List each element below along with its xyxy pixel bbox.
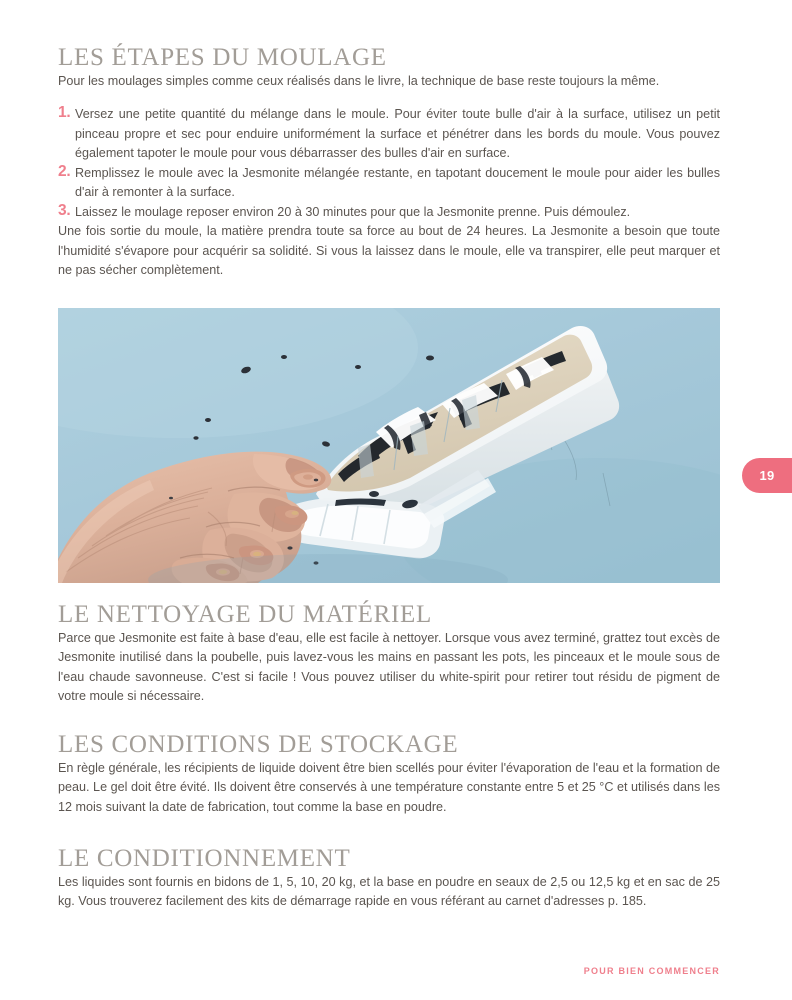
paragraph-moulage-intro: Pour les moulages simples comme ceux réalisés dans le livre, la technique de base reste toujours la même. — [58, 73, 660, 88]
paragraph-nettoyage: Parce que Jesmonite est faite à base d'eau, elle est facile à nettoyer. Lorsque vous avez terminé, grattez tout excès de Jesmonite inutilisé dans la poubelle, puis lavez-vous les mains en passant les pots, les pinceaux et le moule sous de l'eau chaude savonneuse. C'est si facile ! Vous pouvez utiliser du white-spirit pour retirer tout résidu de pigment de votre moule si nécessaire. — [58, 630, 720, 703]
section-conditionnement — [58, 845, 720, 912]
numbered-steps-list — [58, 105, 720, 222]
step-number: 3. — [58, 201, 71, 219]
step-text: Remplissez le moule avec la Jesmonite mélangée restante, en tapotant doucement le moule pour aider les bulles d'air à remonter à la surface. — [75, 165, 720, 199]
page-number: 19 — [759, 468, 775, 483]
paragraph-conditionnement: Les liquides sont fournis en bidons de 1, 5, 10, 20 kg, et la base en poudre en seaux de 2,5 ou 12,5 kg et en sac de 25 kg. Vous trouverez facilement des kits de démarrage rapide en vous référant au carnet d'adresses p. 185. — [58, 874, 720, 908]
step-number: 2. — [58, 162, 71, 180]
page-number-tab — [742, 458, 792, 493]
heading-les-etapes-du-moulage: LES ÉTAPES DU MOULAGE — [58, 44, 387, 71]
section-stockage — [58, 731, 720, 817]
heading-le-conditionnement: LE CONDITIONNEMENT — [58, 845, 351, 872]
list-item — [58, 203, 720, 223]
footer-chapter-label: POUR BIEN COMMENCER — [583, 966, 720, 976]
section-nettoyage — [58, 601, 720, 707]
paragraph-stockage: En règle générale, les récipients de liquide doivent être bien scellés pour éviter l'évaporation de l'eau et la formation de peau. Le gel doit être évité. Ils doivent être conservés à une température constante entre 5 et 25 °C et utilisés dans les 12 mois suivant la date de fabrication, tout comme la base en poudre. — [58, 760, 720, 814]
list-item — [58, 164, 720, 203]
heading-les-conditions-de-stockage: LES CONDITIONS DE STOCKAGE — [58, 731, 459, 758]
step-text: Laissez le moulage reposer environ 20 à 30 minutes pour que la Jesmonite prenne. Puis démoulez. — [75, 204, 631, 219]
paragraph-moulage-closing: Une fois sortie du moule, la matière prendra toute sa force au bout de 24 heures. La Jesmonite a besoin que toute l'humidité s'évapore pour acquérir sa solidité. Si vous la laissez dans le moule, elle va transpirer, elle peut marquer et ne pas sécher complètement. — [58, 224, 720, 277]
step-number: 1. — [58, 104, 71, 121]
step-text: Versez une petite quantité du mélange dans le moule. Pour éviter toute bulle d'air à la surface, utilisez un petit pinceau propre et sec pour enduire uniformément la surface et pénétrer dans les bords du moule. Vous pouvez également tapoter le moule pour vous débarrasser des bulles d'air en surface. — [75, 107, 720, 160]
list-item — [58, 105, 720, 164]
heading-le-nettoyage-du-materiel: LE NETTOYAGE DU MATÉRIEL — [58, 601, 432, 628]
photo-moulage-demoulage — [58, 308, 720, 583]
section-moulage — [58, 44, 720, 281]
